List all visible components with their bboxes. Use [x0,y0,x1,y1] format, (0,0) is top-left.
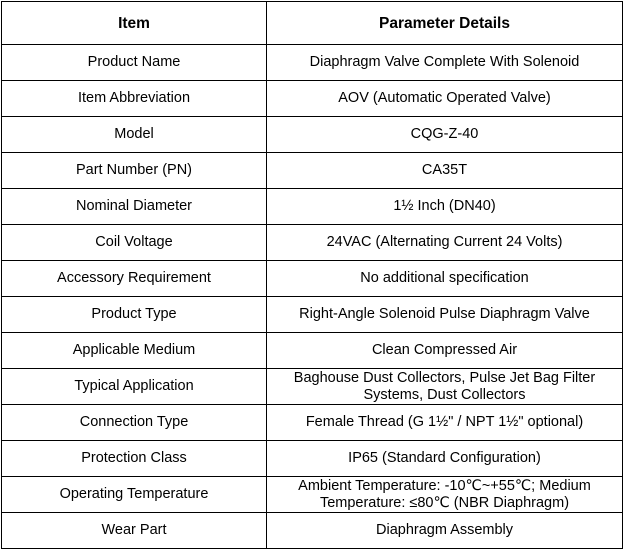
parameter-table [1,1,623,549]
table-row [2,81,623,117]
table-row [2,189,623,225]
value-cell: AOV (Automatic Operated Valve) [267,81,623,117]
value-cell: Diaphragm Valve Complete With Solenoid [267,45,623,81]
table-row [2,261,623,297]
value-cell: Diaphragm Assembly [267,513,623,549]
value-cell: Baghouse Dust Collectors, Pulse Jet Bag Filter Systems, Dust Collectors [267,369,623,405]
value-cell: 24VAC (Alternating Current 24 Volts) [267,225,623,261]
value-cell: No additional specification [267,261,623,297]
table-row [2,513,623,549]
value-cell: Clean Compressed Air [267,333,623,369]
item-cell: Nominal Diameter [2,189,267,225]
table-row [2,405,623,441]
value-cell: IP65 (Standard Configuration) [267,441,623,477]
value-cell: CA35T [267,153,623,189]
item-cell: Protection Class [2,441,267,477]
item-cell: Product Type [2,297,267,333]
table-header-row [2,2,623,45]
table-row [2,117,623,153]
item-cell: Typical Application [2,369,267,405]
column-header-parameter-details: Parameter Details [267,2,623,45]
item-cell: Item Abbreviation [2,81,267,117]
table-row [2,441,623,477]
table-row [2,153,623,189]
item-cell: Product Name [2,45,267,81]
table-row [2,45,623,81]
item-cell: Wear Part [2,513,267,549]
item-cell: Part Number (PN) [2,153,267,189]
value-cell: CQG-Z-40 [267,117,623,153]
table-row [2,297,623,333]
table-row [2,477,623,513]
value-cell: Female Thread (G 1½" / NPT 1½" optional) [267,405,623,441]
item-cell: Operating Temperature [2,477,267,513]
table-row [2,225,623,261]
table-row [2,333,623,369]
table-row [2,369,623,405]
column-header-item: Item [2,2,267,45]
item-cell: Connection Type [2,405,267,441]
item-cell: Coil Voltage [2,225,267,261]
item-cell: Applicable Medium [2,333,267,369]
value-cell: 1½ Inch (DN40) [267,189,623,225]
item-cell: Model [2,117,267,153]
item-cell: Accessory Requirement [2,261,267,297]
value-cell: Right-Angle Solenoid Pulse Diaphragm Valve [267,297,623,333]
value-cell: Ambient Temperature: -10℃~+55℃; Medium Temperature: ≤80℃ (NBR Diaphragm) [267,477,623,513]
